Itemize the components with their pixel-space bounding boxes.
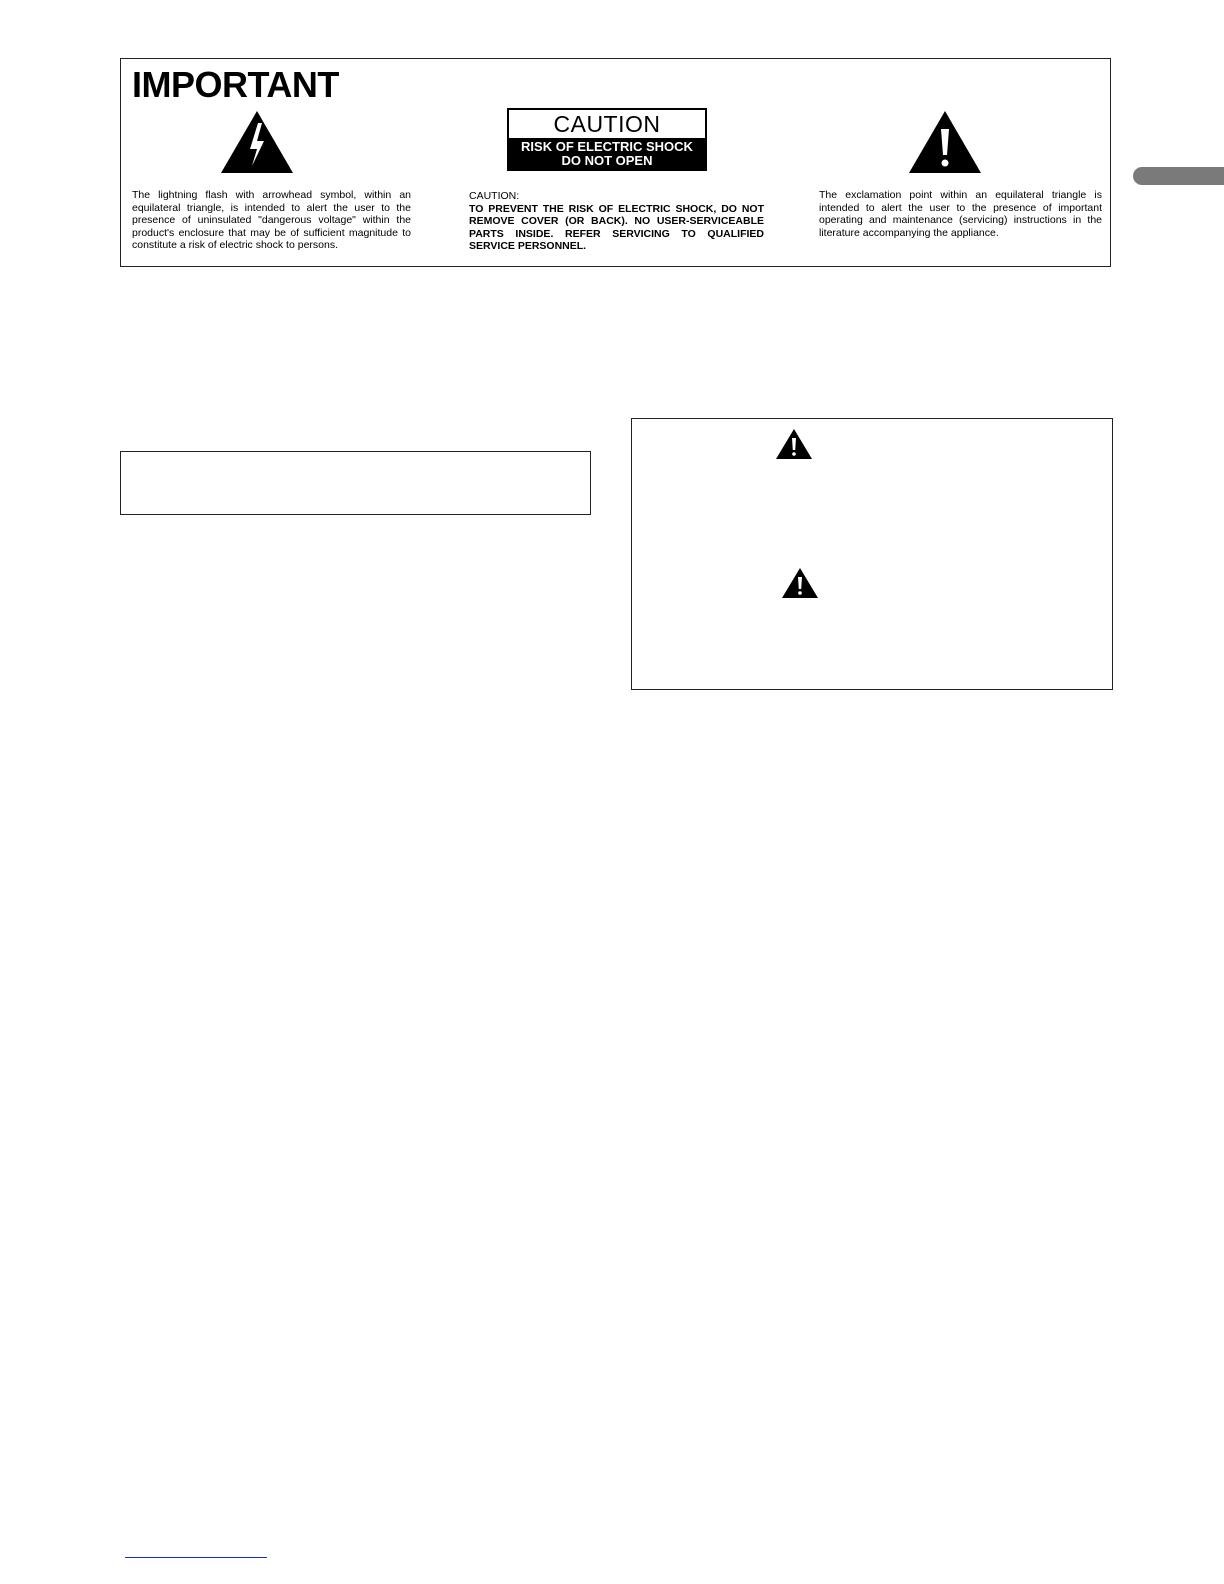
caution-label-title: CAUTION xyxy=(553,111,661,137)
caution-heading: CAUTION: xyxy=(469,190,520,202)
caution-label-line-1: RISK OF ELECTRIC SHOCK xyxy=(521,139,693,154)
lightning-warning-icon xyxy=(219,109,295,175)
section-tab xyxy=(1133,167,1224,185)
caution-label-line-2: DO NOT OPEN xyxy=(561,153,653,168)
warning-box xyxy=(631,418,1113,690)
lightning-description: The lightning flash with arrowhead symbol, within an equilateral triangle, is intended to alert the user to the presence of uninsulated "dangerous voltage" within the product's enclosure that may be of sufficient magnitude to constitute a risk of electric shock to persons. xyxy=(132,189,411,252)
caution-label xyxy=(507,108,707,171)
exclamation-warning-icon xyxy=(907,109,983,175)
caution-icon xyxy=(781,567,819,599)
exclamation-description: The exclamation point within an equilateral triangle is intended to alert the user to the presence of important operating and maintenance (servicing) instructions in the literature accompanying the appliance. xyxy=(819,189,1102,239)
caution-body: TO PREVENT THE RISK OF ELECTRIC SHOCK, DO NOT REMOVE COVER (OR BACK). NO USER-SERVICEABLE PARTS INSIDE. REFER SERVICING TO QUALIFIED SERVICE PERSONNEL. xyxy=(469,202,764,253)
caution-statement xyxy=(469,190,764,253)
footer-rule xyxy=(125,1557,267,1558)
important-notice-box xyxy=(120,58,1111,267)
important-title: IMPORTANT xyxy=(132,64,339,105)
caution-label-warning xyxy=(509,138,705,169)
warning-icon xyxy=(775,428,813,460)
notice-box xyxy=(120,451,591,515)
